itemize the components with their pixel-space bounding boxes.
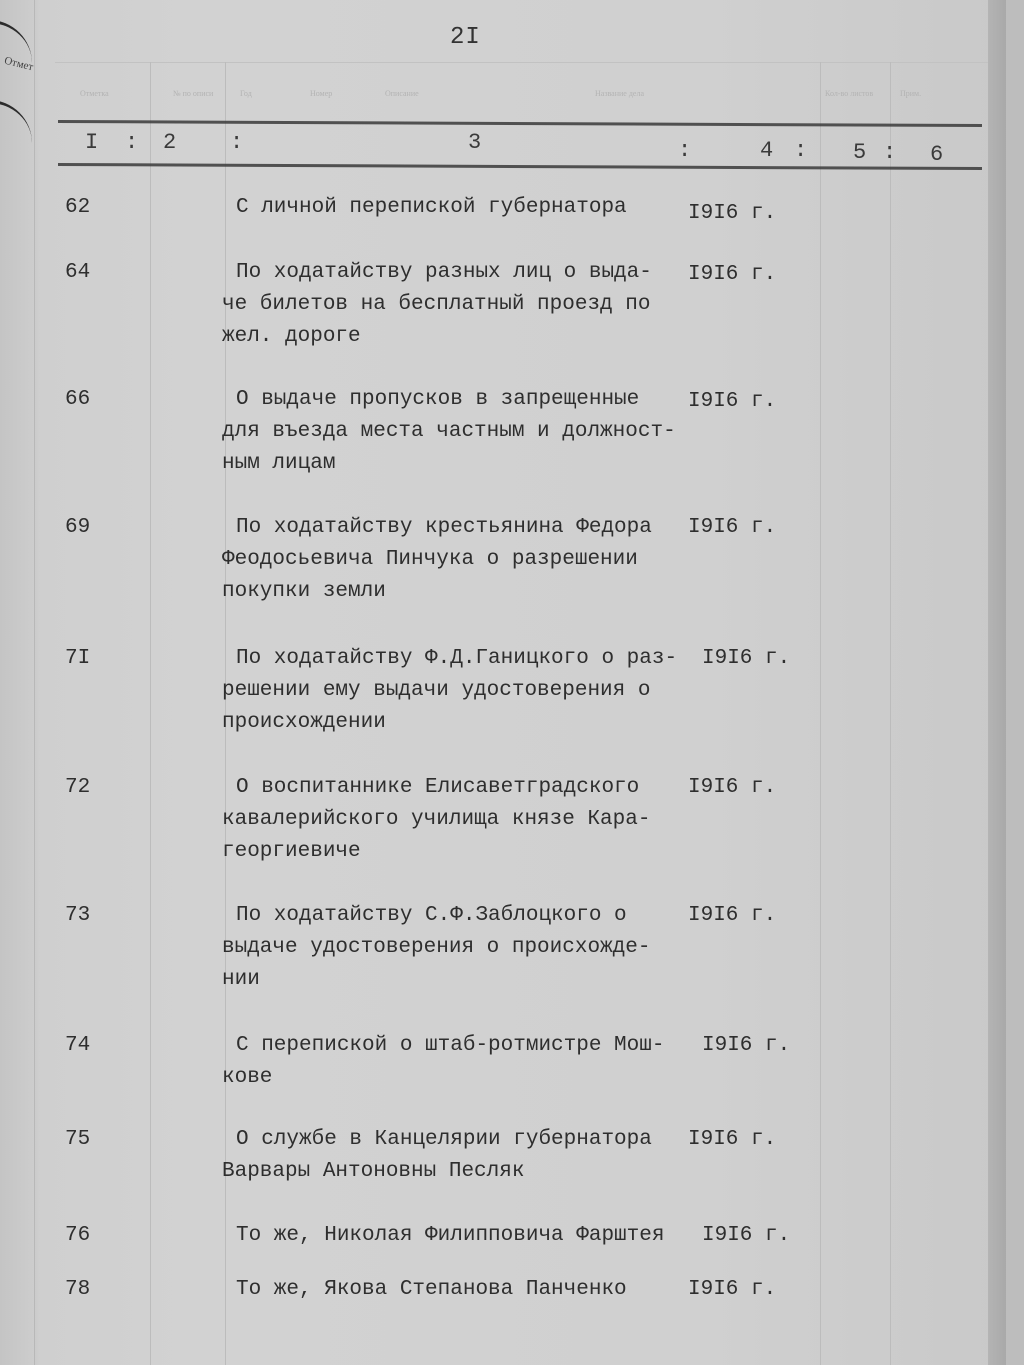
description-line: жел. дороге xyxy=(222,325,361,348)
case-description xyxy=(222,900,692,996)
header-rule-bottom xyxy=(58,163,982,170)
description-line: покупки земли xyxy=(222,580,386,603)
column-number: 2 xyxy=(163,130,177,155)
case-year: I9I6 г. xyxy=(688,390,777,413)
description-line: О выдаче пропусков в запрещенные xyxy=(236,388,640,411)
case-description xyxy=(222,257,692,353)
description-line: че билетов на бесплатный проезд по xyxy=(222,293,651,316)
column-number: 3 xyxy=(468,130,482,155)
case-number: 75 xyxy=(65,1128,91,1151)
case-description xyxy=(222,1124,692,1188)
column-number-row xyxy=(0,130,1006,167)
case-description xyxy=(222,512,692,608)
case-year: I9I6 г. xyxy=(702,647,791,670)
case-year: I9I6 г. xyxy=(702,1034,791,1057)
column-separator: : xyxy=(125,130,139,155)
case-number: 69 xyxy=(65,516,91,539)
description-line: Варвары Антоновны Песляк xyxy=(222,1160,525,1183)
description-line: По ходатайству С.Ф.Заблоцкого о xyxy=(236,904,627,927)
column-number: I xyxy=(85,130,99,155)
page-right-edge xyxy=(988,0,1006,1365)
case-year: I9I6 г. xyxy=(688,516,777,539)
description-line: ным лицам xyxy=(222,452,336,475)
header-label: Год xyxy=(240,89,252,98)
description-line: нии xyxy=(222,968,260,991)
case-description xyxy=(222,1220,692,1252)
description-line: Феодосьевича Пинчука о разрешении xyxy=(222,548,638,571)
printed-form-header xyxy=(55,62,1005,119)
case-year: I9I6 г. xyxy=(688,202,777,225)
description-line: О службе в Канцелярии губернатора xyxy=(236,1128,652,1151)
binding-label: Отмет xyxy=(2,54,35,74)
header-label: № по описи xyxy=(173,89,214,98)
case-number: 74 xyxy=(65,1034,91,1057)
case-year: I9I6 г. xyxy=(702,1224,791,1247)
description-line: для въезда места частным и должност- xyxy=(222,420,676,443)
description-line: По ходатайству разных лиц о выда- xyxy=(236,261,652,284)
case-year: I9I6 г. xyxy=(688,1128,777,1151)
case-number: 7I xyxy=(65,647,91,670)
description-line: По ходатайству Ф.Д.Ганицкого о раз- xyxy=(236,647,678,670)
column-number: 4 xyxy=(760,138,774,163)
description-line: По ходатайству крестьянина Федора xyxy=(236,516,652,539)
column-number: 6 xyxy=(930,142,944,167)
header-rule-top xyxy=(58,120,982,127)
case-number: 72 xyxy=(65,776,91,799)
description-line: кове xyxy=(222,1066,273,1089)
case-year: I9I6 г. xyxy=(688,904,777,927)
description-line: С личной перепиской губернатора xyxy=(236,196,627,219)
case-year: I9I6 г. xyxy=(688,263,777,286)
description-line: То же, Николая Филипповича Фарштея xyxy=(236,1224,665,1247)
case-number: 64 xyxy=(65,261,91,284)
header-label: Кол-во листов xyxy=(825,89,874,98)
case-number: 78 xyxy=(65,1278,91,1301)
case-number: 76 xyxy=(65,1224,91,1247)
case-description xyxy=(222,192,692,224)
column-divider xyxy=(890,62,891,1365)
description-line: То же, Якова Степанова Панченко xyxy=(236,1278,627,1301)
case-year: I9I6 г. xyxy=(688,776,777,799)
case-number: 66 xyxy=(65,388,91,411)
page-number: 2I xyxy=(450,24,481,51)
case-description xyxy=(222,772,692,868)
description-line: происхождении xyxy=(222,711,386,734)
description-line: кавалерийского училища князе Кара- xyxy=(222,808,651,831)
description-line: О воспитаннике Елисаветградского xyxy=(236,776,640,799)
case-number: 73 xyxy=(65,904,91,927)
case-description xyxy=(222,643,692,739)
description-line: выдаче удостоверения о происхожде- xyxy=(222,936,651,959)
description-line: георгиевиче xyxy=(222,840,361,863)
header-label: Описание xyxy=(385,89,419,98)
case-year: I9I6 г. xyxy=(688,1278,777,1301)
case-number: 62 xyxy=(65,196,91,219)
column-divider xyxy=(820,62,821,1365)
description-line: С перепиской о штаб-ротмистре Мош- xyxy=(236,1034,665,1057)
case-description xyxy=(222,1030,692,1094)
column-separator: : xyxy=(678,138,692,163)
header-label: Отметка xyxy=(80,89,109,98)
description-line: решении ему выдачи удостоверения о xyxy=(222,679,651,702)
previous-page-edge xyxy=(0,0,35,1365)
column-separator: : xyxy=(230,130,244,155)
header-label: Название дела xyxy=(595,89,644,98)
column-separator: : xyxy=(883,140,897,165)
column-divider xyxy=(150,62,151,1365)
column-number: 5 xyxy=(853,140,867,165)
case-description xyxy=(222,1274,692,1306)
case-description xyxy=(222,384,692,480)
header-label: Номер xyxy=(310,89,333,98)
header-label: Прим. xyxy=(900,89,922,98)
column-separator: : xyxy=(794,138,808,163)
